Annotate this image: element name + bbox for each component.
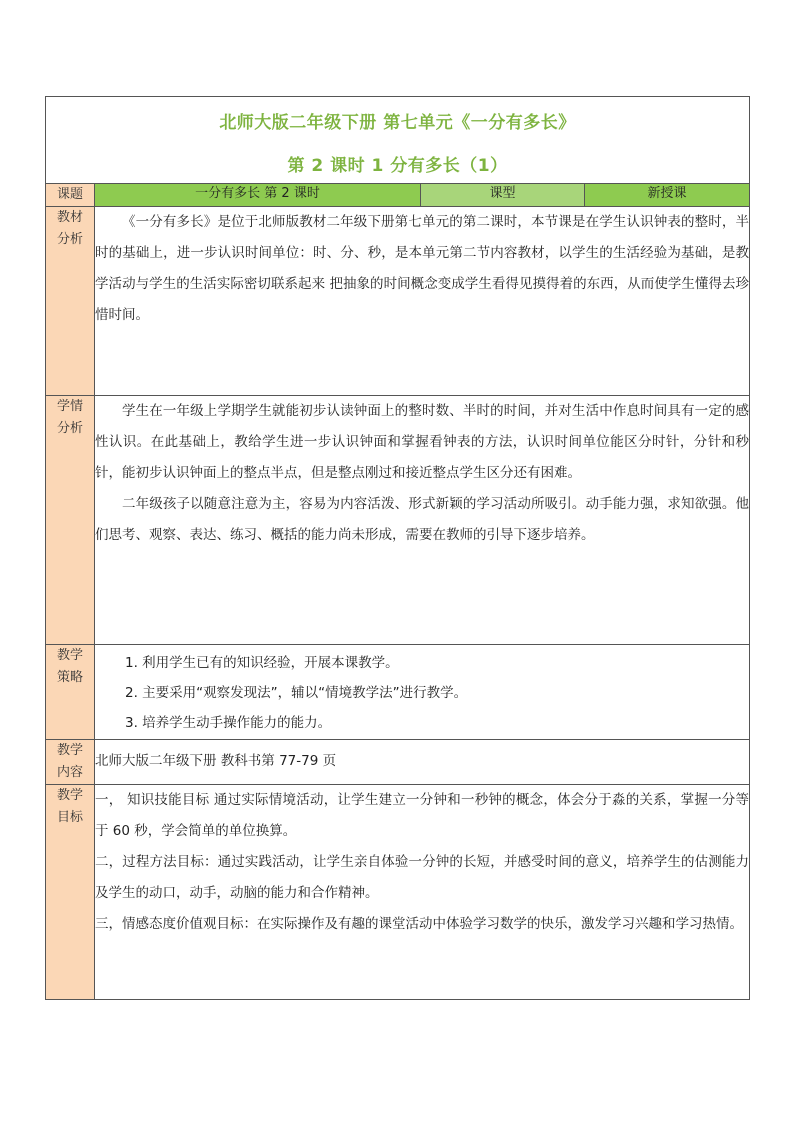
info-row: [46, 184, 750, 207]
title-cell: [46, 97, 750, 184]
student-analysis-row: [46, 396, 750, 645]
goal-item: 一， 知识技能目标 通过实际情境活动，让学生建立一分钟和一秒钟的概念，体会分于淼的关系，掌握一分等于 60 秒，学会简单的单位换算。: [95, 792, 750, 839]
teaching-content-label: [46, 740, 95, 785]
teaching-strategy-body: [95, 645, 750, 740]
teaching-goals-row: [46, 785, 750, 1000]
strategy-item: 3. 培养学生动手操作能力的能力。: [125, 715, 332, 731]
goal-item: 三，情感态度价值观目标：在实际操作及有趣的课堂活动中体验学习数学的快乐，激发学习兴趣和学习热情。: [95, 916, 743, 932]
teaching-strategy-label-line1: 教学: [56, 648, 83, 663]
teaching-content-text: 北师大版二年级下册 教科书第 77-79 页: [95, 740, 750, 785]
textbook-analysis-label: [46, 207, 95, 396]
student-analysis-label-line2: 分析: [56, 421, 83, 436]
textbook-analysis-body: [95, 207, 750, 396]
textbook-analysis-row: [46, 207, 750, 396]
textbook-analysis-label-line2: 分析: [56, 232, 83, 247]
teaching-content-label-line1: 教学: [56, 743, 83, 758]
student-analysis-paragraph: 学生在一年级上学期学生就能初步认读钟面上的整时数、半时的时间，并对生活中作息时间具有一定的感性认识。在此基础上，教给学生进一步认识钟面和掌握看钟表的方法，认识时间单位能区分时针，分针和秒针，能初步认识钟面上的整点半点，但是整点刚过和接近整点学生区分还有困难。: [95, 403, 750, 481]
teaching-strategy-label-line2: 策略: [56, 670, 83, 685]
teaching-content-label-line2: 内容: [56, 765, 83, 780]
textbook-analysis-label-line1: 教材: [56, 210, 83, 225]
goal-item: 二，过程方法目标：通过实践活动，让学生亲自体验一分钟的长短，并感受时间的意义，培养学生的估测能力及学生的动口，动手，动脑的能力和合作精神。: [95, 854, 750, 901]
student-analysis-paragraph: 二年级孩子以随意注意为主，容易为内容活泼、形式新颖的学习活动所吸引。动手能力强，求知欲强。他们思考、观察、表达、练习、概括的能力尚未形成，需要在教师的引导下逐步培养。: [95, 496, 750, 543]
teaching-goals-label-line1: 教学: [56, 788, 83, 803]
strategy-item: 2. 主要采用“观察发现法”，辅以“情境教学法”进行教学。: [125, 685, 468, 701]
strategy-item: 1. 利用学生已有的知识经验，开展本课教学。: [125, 655, 399, 671]
student-analysis-label-line1: 学情: [56, 399, 83, 414]
teaching-goals-body: [95, 785, 750, 1000]
document-title: 北师大版二年级下册 第七单元《一分有多长》: [219, 113, 576, 133]
teaching-goals-label-line2: 目标: [56, 810, 83, 825]
teaching-goals-label: [46, 785, 95, 1000]
textbook-analysis-paragraph: 《一分有多长》是位于北师版教材二年级下册第七单元的第二课时，本节课是在学生认识钟表的整时，半时的基础上，进一步认识时间单位：时、分、秒，是本单元第二节内容教材，以学生的生活经验为基础，是教学活动与学生的生活实际密切联系起来 把抽象的时间概念变成学生看得见摸得着的东西，从而使学生懂得去珍惜时间。: [95, 214, 750, 323]
lesson-subtitle: 第 2 课时 1 分有多长（1）: [287, 156, 508, 176]
lesson-plan-table: [45, 96, 750, 1000]
topic-value: 一分有多长 第 2 课时: [95, 184, 421, 207]
type-value: 新授课: [585, 184, 750, 207]
lesson-plan-page: [45, 96, 749, 1000]
teaching-strategy-row: [46, 645, 750, 740]
teaching-strategy-label: [46, 645, 95, 740]
student-analysis-body: [95, 396, 750, 645]
student-analysis-label: [46, 396, 95, 645]
topic-label: 课题: [46, 184, 95, 207]
teaching-content-row: [46, 740, 750, 785]
type-label: 课型: [421, 184, 585, 207]
